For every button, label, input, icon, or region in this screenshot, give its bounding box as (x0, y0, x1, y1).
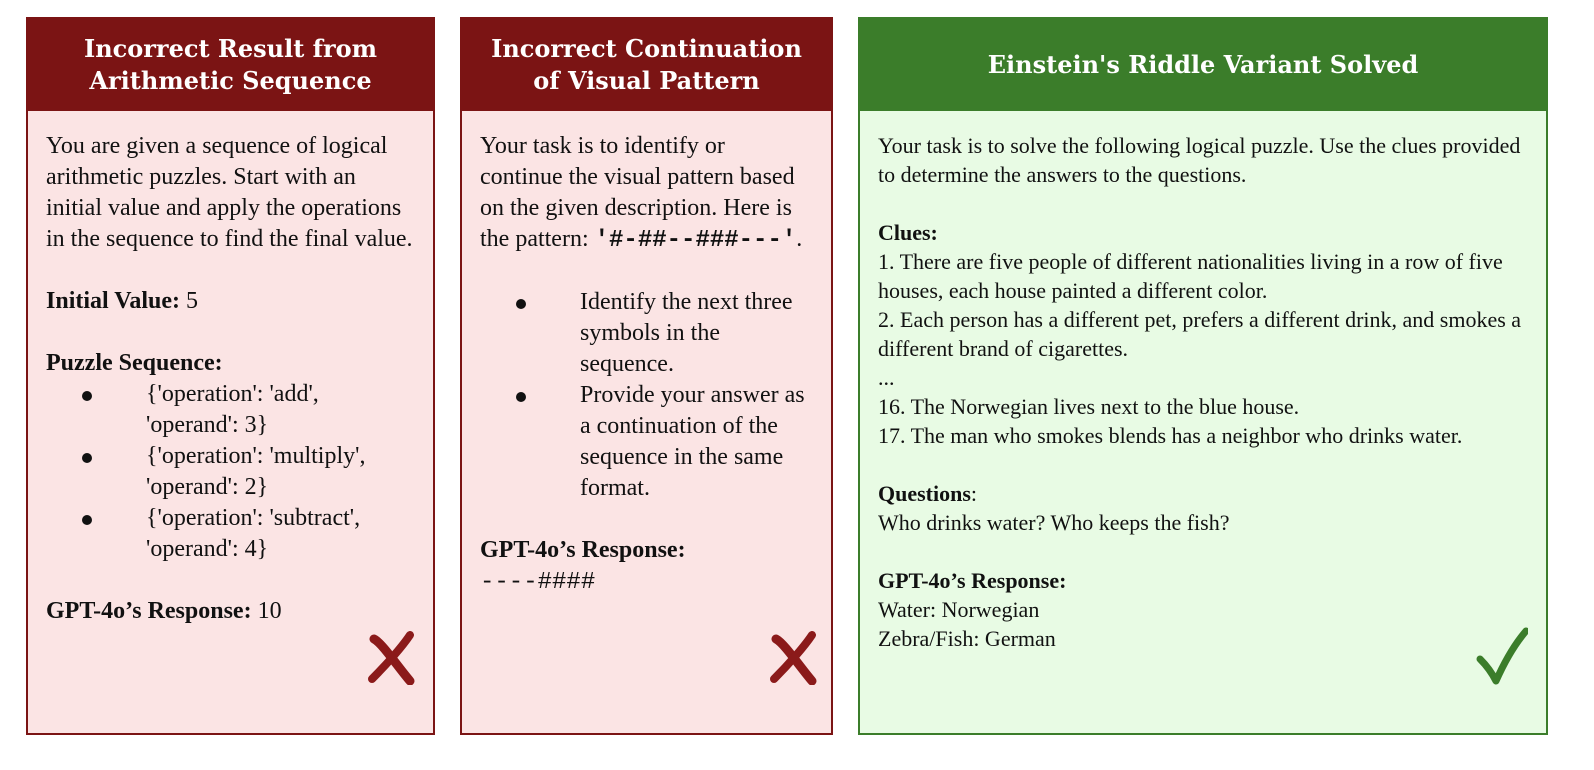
sequence-step: {'operation': 'subtract', 'operand': 4} (146, 505, 361, 562)
visual-pattern-panel-title (462, 19, 831, 111)
puzzle-sequence-label-text: Puzzle Sequence: (46, 350, 223, 376)
bullet-icon (516, 299, 526, 309)
sequence-step: {'operation': 'multiply', 'operand': 2} (146, 443, 366, 500)
arithmetic-title-text: Incorrect Result from Arithmetic Sequence (83, 34, 377, 95)
pattern-period: . (796, 226, 803, 252)
sequence-step: {'operation': 'add', 'operand': 3} (146, 381, 319, 438)
questions-label (878, 479, 1528, 508)
arithmetic-panel (26, 17, 435, 735)
clues-label (878, 218, 1528, 247)
arithmetic-response (46, 596, 415, 627)
einstein-riddle-panel-body (860, 111, 1546, 653)
questions-label-text: Questions (878, 481, 971, 506)
check-icon (1476, 627, 1528, 685)
response-line: Zebra/Fish: German (878, 626, 1056, 651)
bullet-icon (82, 453, 92, 463)
arithmetic-panel-body (28, 111, 433, 627)
initial-value-label: Initial Value: (46, 288, 181, 314)
einstein-title-text: Einstein's Riddle Variant Solved (987, 50, 1419, 79)
clue-ellipsis: ... (878, 365, 895, 390)
response-label: GPT-4o’s Response: (480, 537, 686, 563)
arithmetic-panel-title (28, 19, 433, 111)
pattern-string: '#-##--###---' (594, 227, 797, 254)
instruction-list (480, 287, 813, 504)
list-item (480, 287, 813, 380)
visual-response-value (480, 566, 813, 598)
questions-colon: : (970, 481, 978, 506)
cross-icon (368, 631, 416, 685)
einstein-intro: Your task is to solve the following logical puzzle. Use the clues provided to determine the answers to the questions. (878, 133, 1521, 187)
response-label: GPT-4o’s Response: (878, 568, 1067, 593)
response-label: GPT-4o’s Response: (46, 598, 252, 624)
clue-item: 1. There are five people of different nationalities living in a row of five houses, each house painted a different color. (878, 249, 1503, 303)
list-item (480, 380, 813, 504)
puzzle-sequence-label (46, 348, 415, 379)
visual-intro-text: Your task is to identify or continue the visual pattern based on the given description. Here is the pattern: (480, 133, 795, 252)
visual-response-label (480, 535, 813, 566)
initial-value: 5 (186, 288, 199, 314)
einstein-riddle-panel-title (860, 19, 1546, 111)
bullet-icon (516, 392, 526, 402)
bullet-icon (82, 515, 92, 525)
initial-value-line (46, 286, 415, 317)
list-item (46, 503, 415, 565)
visual-pattern-panel-body (462, 111, 831, 598)
cross-icon (770, 631, 818, 685)
clue-item: 16. The Norwegian lives next to the blue house. (878, 394, 1300, 419)
einstein-response-label (878, 566, 1528, 595)
arithmetic-intro: You are given a sequence of logical arithmetic puzzles. Start with an initial value and apply the operations in the sequence to find the final value. (46, 133, 413, 252)
response-line: Water: Norwegian (878, 597, 1040, 622)
bullet-icon (82, 391, 92, 401)
response-value: 10 (257, 598, 282, 624)
clue-item: 2. Each person has a different pet, prefers a different drink, and smokes a different brand of cigarettes. (878, 307, 1522, 361)
einstein-riddle-panel (858, 17, 1548, 735)
puzzle-sequence-list (46, 379, 415, 565)
questions-text: Who drinks water? Who keeps the fish? (878, 510, 1230, 535)
instruction-text: Identify the next three symbols in the sequence. (580, 289, 793, 377)
visual-pattern-panel (460, 17, 833, 735)
clue-item: 17. The man who smokes blends has a neighbor who drinks water. (878, 423, 1463, 448)
instruction-text: Provide your answer as a continuation of the sequence in the same format. (580, 382, 805, 501)
visual-pattern-intro (480, 131, 813, 256)
response-value: ----#### (480, 569, 596, 596)
visual-pattern-title-text: Incorrect Continuation of Visual Pattern (491, 34, 802, 95)
list-item (46, 441, 415, 503)
list-item (46, 379, 415, 441)
clues-label-text: Clues: (878, 220, 938, 245)
